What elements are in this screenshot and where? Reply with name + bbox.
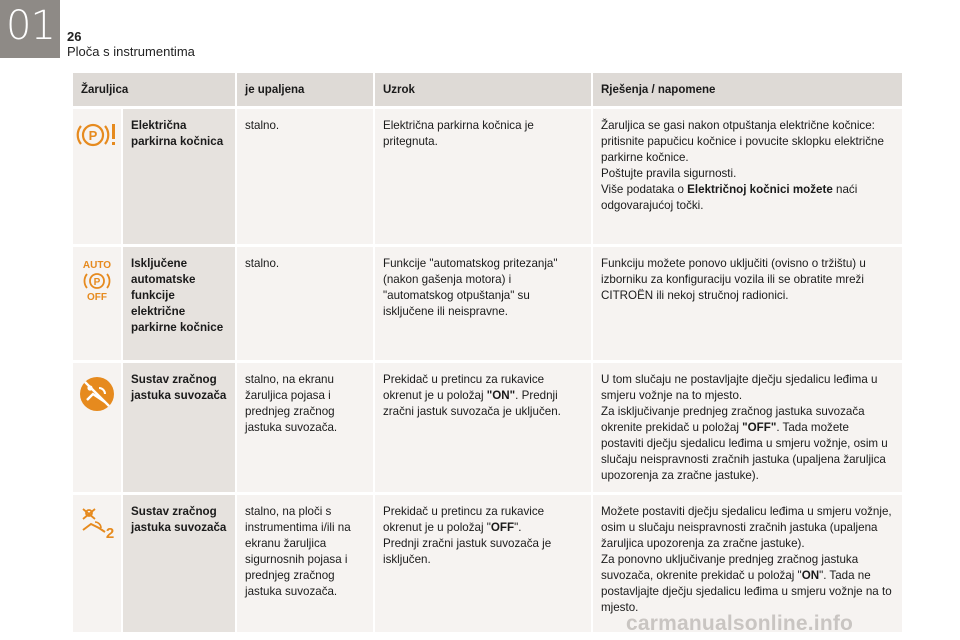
column-header-solutions: Rješenja / napomene [592, 73, 903, 108]
bold-run: Električnoj kočnici možete [687, 183, 833, 196]
icon-cell [73, 494, 122, 633]
icon-label-bottom: OFF [87, 292, 107, 302]
warning-name: Sustav zračnog jastuka suvozača [122, 362, 236, 494]
cause-paragraph [383, 504, 583, 536]
table-row [73, 108, 903, 246]
solution-text: Funkciju možete ponovo uključiti (ovisno o tržištu) u izborniku za konfiguraciju vozila ili se obratite mreži CITROËN ili nekoj stručnoj radionici. [592, 246, 903, 362]
lit-condition: stalno. [236, 108, 374, 246]
text-run: ". [514, 521, 522, 534]
column-header-lit: je upaljena [236, 73, 374, 108]
text-run: . Tada možete postaviti dječju sjedalicu leđima u smjeru vožnje, osim u slučaju neispravnosti zračnih jastuka (upaljena žaruljica upozorenja za zračne jastuke). [601, 421, 888, 482]
bold-run: OFF [490, 521, 515, 534]
text-run: Za ponovno uključivanje prednjeg zračnog jastuka suvozača, okrenite prekidač u položaj " [601, 553, 859, 582]
solution-paragraph: Žaruljica se gasi nakon otpuštanja električne kočnice: pritisnite papučicu kočnice i povucite sklopku električne parkirne kočnice. [601, 119, 884, 164]
svg-text:P: P [88, 128, 98, 143]
cause-text: Funkcije "automatskog pritezanja" (nakon gašenja motora) i "automatskog otpuštanja" su isključene ili neispravne. [374, 246, 592, 362]
text-run: Više podataka o [601, 183, 688, 196]
table-row [73, 362, 903, 494]
solution-text [592, 362, 903, 494]
text-run: . Prednji zračni jastuk suvozača je uključen. [383, 389, 561, 418]
passenger-airbag-seat-2-icon [73, 506, 121, 542]
icon-cell [73, 108, 122, 246]
text-run: Prekidač u pretincu za rukavice okrenut je u položaj [383, 373, 545, 402]
cause-text [374, 494, 592, 633]
section-title: Ploča s instrumentima [67, 44, 195, 59]
warning-name: Sustav zračnog jastuka suvozača [122, 494, 236, 633]
lit-condition: stalno, na ekranu žaruljica pojasa i prednjeg zračnog jastuka suvozača. [236, 362, 374, 494]
parking-brake-warning-icon [73, 120, 121, 150]
icon-label: 2 [105, 525, 115, 542]
bold-run: "OFF" [742, 421, 777, 434]
text-run: Prekidač u pretincu za rukavice okrenut je u položaj " [383, 505, 545, 534]
bold-run: ON [801, 569, 820, 582]
bold-run: "ON" [486, 389, 516, 402]
solution-paragraph: Možete postaviti dječju sjedalicu leđima u smjeru vožnje, osim u slučaju neispravnosti zračnih jastuka (upaljena žaruljica upozorenja za zračne jastuke). [601, 505, 892, 550]
warning-name: Isključene automatske funkcije električne parkirne kočnice [122, 246, 236, 362]
lit-condition: stalno. [236, 246, 374, 362]
watermark: carmanualsonline.info [626, 612, 854, 635]
solution-paragraph [601, 404, 894, 484]
passenger-airbag-off-icon [73, 374, 121, 414]
icon-cell [73, 362, 122, 494]
solution-text [592, 108, 903, 246]
solution-paragraph [601, 552, 894, 616]
cause-paragraph: Prednji zračni jastuk suvozača je isključen. [383, 537, 552, 566]
column-header-cause: Uzrok [374, 73, 592, 108]
chapter-tab [0, 0, 60, 58]
icon-label-top: AUTO [82, 260, 112, 271]
cause-text [374, 362, 592, 494]
solution-paragraph: Poštujte pravila sigurnosti. [601, 167, 737, 180]
svg-text:P: P [93, 277, 101, 288]
cause-text: Električna parkirna kočnica je pritegnuta. [374, 108, 592, 246]
table-row [73, 246, 903, 362]
text-run: naći odgovarajućoj točki. [601, 183, 858, 212]
page-number: 26 [67, 29, 82, 44]
text-run: ". Tada ne postavljajte dječju sjedalicu leđima u smjeru vožnje na to mjesto. [601, 569, 892, 614]
auto-parking-brake-off-icon [73, 258, 121, 302]
lit-condition: stalno, na ploči s instrumentima i/ili na ekranu žaruljica sigurnosnih pojasa i prednjeg zračnog jastuka suvozača. [236, 494, 374, 633]
warning-lights-table [73, 73, 904, 632]
text-run: Za isključivanje prednjeg zračnog jastuka suvozača okrenite prekidač u položaj [601, 405, 865, 434]
chapter-number: 01 [6, 3, 55, 49]
solution-paragraph [601, 182, 894, 214]
table-header-row [73, 73, 903, 108]
column-header-warning-light: Žaruljica [73, 73, 236, 108]
solution-paragraph: U tom slučaju ne postavljajte dječju sjedalicu leđima u smjeru vožnje na to mjesto. [601, 373, 878, 402]
icon-cell [73, 246, 122, 362]
warning-name: Električna parkirna kočnica [122, 108, 236, 246]
